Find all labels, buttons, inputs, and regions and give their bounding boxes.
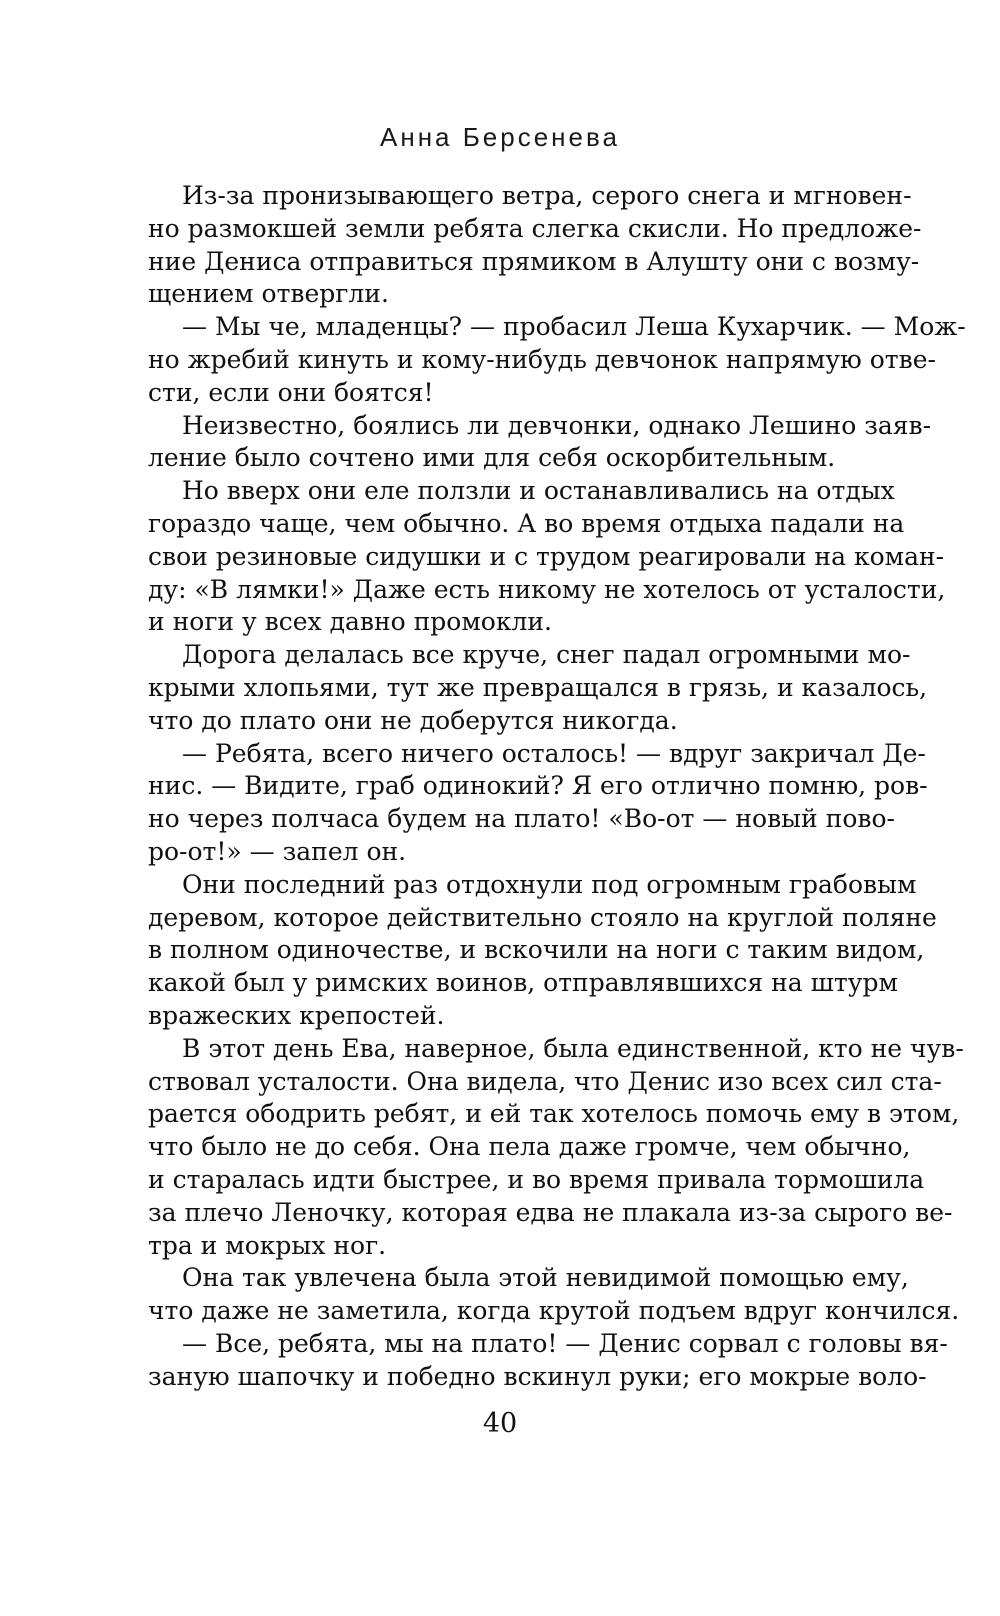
text-line: деревом, которое действительно стояло на круглой поляне xyxy=(148,902,937,932)
text-line: что было не до себя. Она пела даже громче, чем обычно, xyxy=(148,1132,911,1162)
running-head-author: Анна Берсенева xyxy=(380,122,620,152)
text-line: Дорога делалась все круче, снег падал огромными мо- xyxy=(182,640,911,670)
text-line: ду: «В лямки!» Даже есть никому не хотелось от усталости, xyxy=(148,574,946,604)
text-line: рается ободрить ребят, и ей так хотелось помочь ему в этом, xyxy=(148,1099,960,1129)
text-line: в полном одиночестве, и вскочили на ноги с таким видом, xyxy=(148,935,925,965)
text-line: за плечо Леночку, которая едва не плакала из-за сырого ве- xyxy=(148,1197,953,1227)
text-line: какой был у римских воинов, отправлявшихся на штурм xyxy=(148,968,898,998)
body-text xyxy=(148,180,966,1393)
text-line: сти, если они боятся! xyxy=(148,377,434,407)
text-line: Из-за пронизывающего ветра, серого снега и мгновен- xyxy=(182,181,912,210)
text-line: гораздо чаще, чем обычно. А во время отдыха падали на xyxy=(148,508,905,538)
text-line: что до плато они не доберутся никогда. xyxy=(148,705,678,735)
text-line: Они последний раз отдохнули под огромным грабовым xyxy=(182,869,917,899)
text-line: ро-от!» — запел он. xyxy=(148,836,407,866)
text-line: но жребий кинуть и кому-нибудь девчонок напрямую отве- xyxy=(148,344,936,374)
text-line: крыми хлопьями, тут же превращался в грязь, и казалось, xyxy=(148,672,928,702)
text-line: Она так увлечена была этой невидимой помощью ему, xyxy=(182,1263,909,1293)
text-line: нис. — Видите, граб одинокий? Я его отлично помню, ров- xyxy=(148,771,928,801)
text-line: Неизвестно, боялись ли девчонки, однако Лешино заяв- xyxy=(182,410,932,440)
text-line: но через полчаса будем на плато! «Во-от — новый пово- xyxy=(148,804,895,834)
text-line: тра и мокрых ног. xyxy=(148,1230,387,1260)
text-line: но размокшей земли ребята слегка скисли. Но предложе- xyxy=(148,213,922,243)
text-line: — Все, ребята, мы на плато! — Денис сорвал с головы вя- xyxy=(182,1328,948,1358)
text-line: Но вверх они еле ползли и останавливались на отдых xyxy=(182,476,895,506)
text-line: вражеских крепостей. xyxy=(148,1000,445,1030)
text-line: ление было сочтено ими для себя оскорбительным. xyxy=(148,443,836,473)
page-number: 40 xyxy=(482,1408,518,1439)
text-line: свои резиновые сидушки и с трудом реагировали на коман- xyxy=(148,541,945,571)
text-line: заную шапочку и победно вскинул руки; его мокрые воло- xyxy=(148,1361,927,1391)
text-line: щением отвергли. xyxy=(148,279,389,309)
text-line: и старалась идти быстрее, и во время привала тормошила xyxy=(148,1164,925,1194)
text-line: что даже не заметила, когда крутой подъем вдруг кончился. xyxy=(148,1296,960,1326)
text-line: и ноги у всех давно промокли. xyxy=(148,607,552,637)
text-line: ствовал усталости. Она видела, что Денис изо всех сил ста- xyxy=(148,1066,942,1096)
text-line: ние Дениса отправиться прямиком в Алушту они с возму- xyxy=(148,246,920,276)
text-line: — Мы че, младенцы? — пробасил Леша Кухарчик. — Мож- xyxy=(182,312,966,342)
text-line: В этот день Ева, наверное, была единственной, кто не чув- xyxy=(182,1033,964,1063)
text-line: — Ребята, всего ничего осталось! — вдруг закричал Де- xyxy=(182,738,926,768)
